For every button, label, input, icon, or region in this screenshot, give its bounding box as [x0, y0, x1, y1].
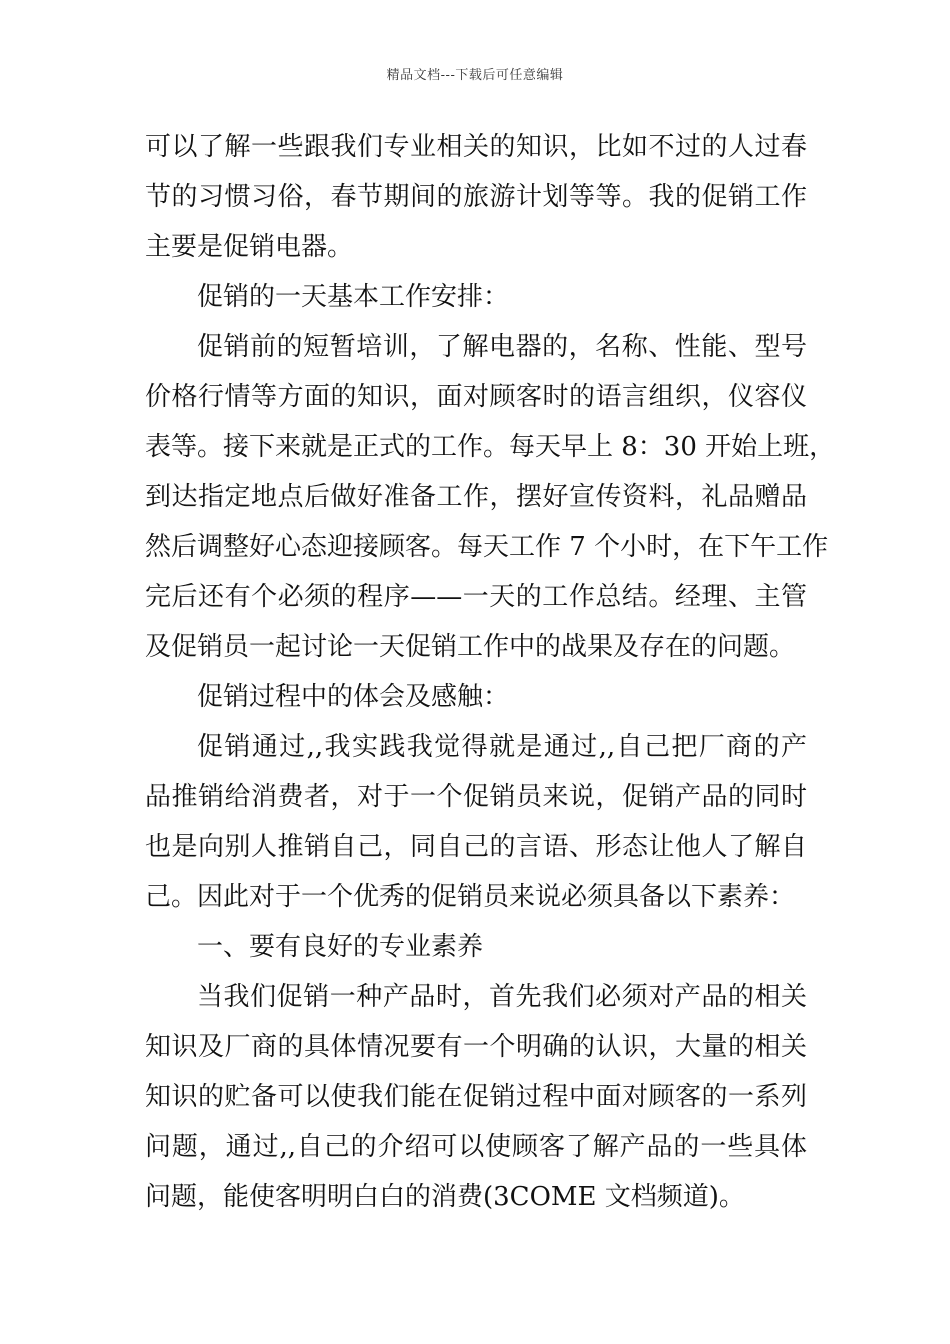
text-line: 及促销员一起讨论一天促销工作中的战果及存在的问题。	[145, 632, 796, 662]
text-line: 可以了解一些跟我们专业相关的知识，比如不过的人过春	[145, 132, 807, 162]
text-line: 知识的贮备可以使我们能在促销过程中面对顾客的一系列	[145, 1082, 807, 1112]
text-line: 一、要有良好的专业素养	[197, 932, 484, 962]
text-line: 当我们促销一种产品时，首先我们必须对产品的相关	[197, 982, 807, 1012]
text-line: 价格行情等方面的知识，面对顾客时的语言组织，仪容仪	[145, 382, 807, 412]
text-line: 然后调整好心态迎接顾客。每天工作 7 个小时，在下午工作	[145, 532, 829, 562]
text-line: 促销通过,,我实践我觉得就是通过,,自己把厂商的产	[197, 732, 807, 762]
text-line: 表等。接下来就是正式的工作。每天早上 8：30 开始上班，	[145, 432, 836, 462]
text-line: 完后还有个必须的程序——一天的工作总结。经理、主管	[145, 582, 807, 612]
text-line: 到达指定地点后做好准备工作，摆好宣传资料，礼品赠品	[145, 482, 807, 512]
text-line: 己。因此对于一个优秀的促销员来说必须具备以下素养：	[145, 882, 796, 912]
text-line: 节的习惯习俗，春节期间的旅游计划等等。我的促销工作	[145, 182, 807, 212]
page-header: 精品文档---下载后可任意编辑	[386, 68, 564, 83]
text-line: 问题，能使客明明白白的消费(3COME 文档频道)。	[145, 1182, 745, 1212]
text-line: 知识及厂商的具体情况要有一个明确的认识，大量的相关	[145, 1032, 807, 1062]
text-line: 促销前的短暂培训，了解电器的，名称、性能、型号	[197, 332, 807, 362]
text-line: 促销过程中的体会及感触：	[197, 682, 510, 712]
document-body	[145, 122, 836, 1222]
text-line: 也是向别人推销自己，同自己的言语、形态让他人了解自	[145, 832, 807, 862]
text-line: 品推销给消费者，对于一个促销员来说，促销产品的同时	[145, 782, 807, 812]
text-line: 问题，通过,,自己的介绍可以使顾客了解产品的一些具体	[145, 1132, 807, 1162]
text-line: 促销的一天基本工作安排：	[197, 282, 510, 312]
text-line: 主要是促销电器。	[145, 232, 354, 262]
